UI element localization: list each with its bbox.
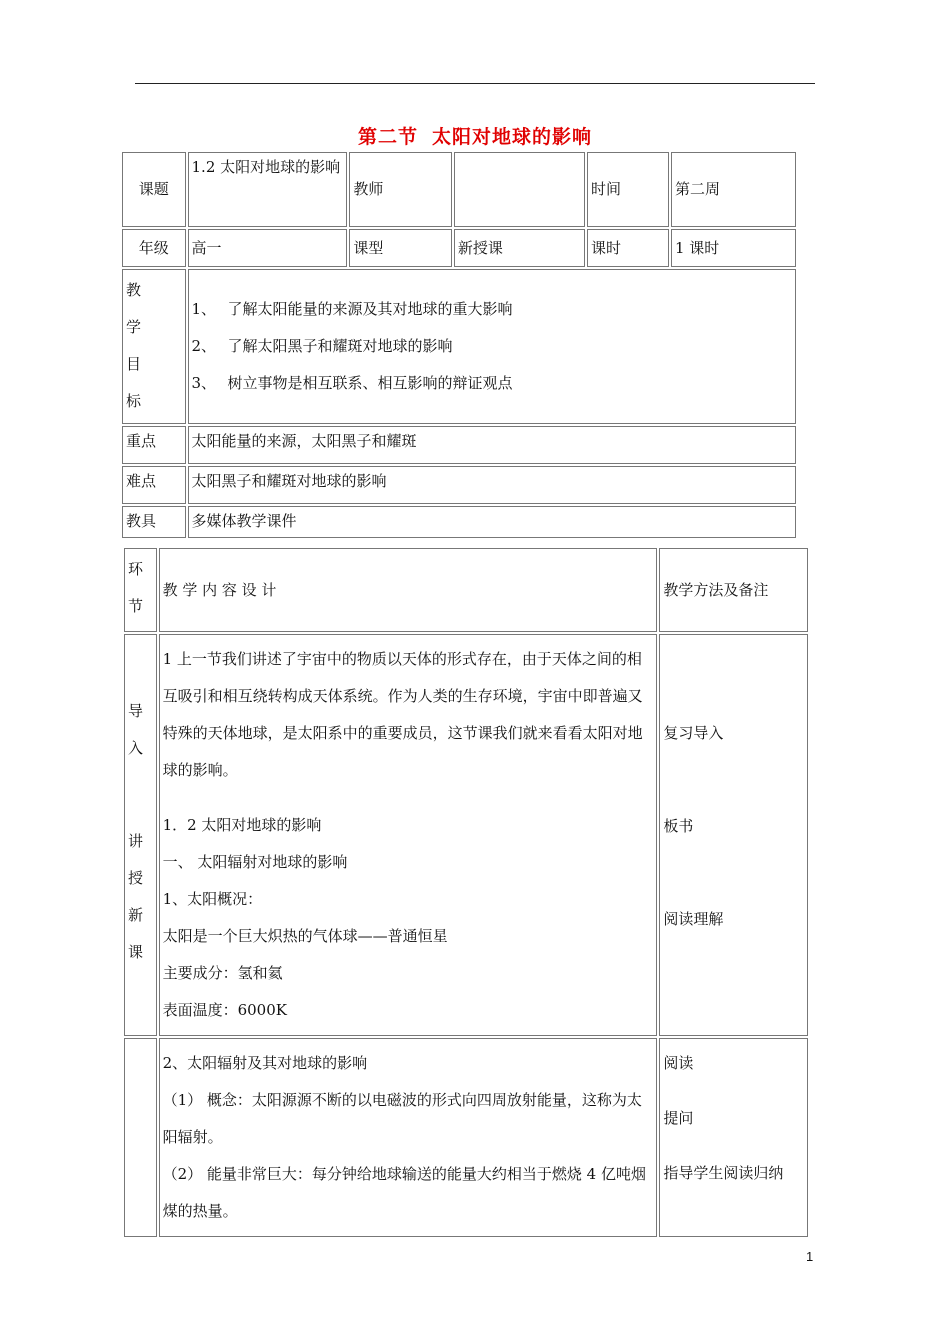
goals-label-char: 学 (126, 318, 142, 336)
course-label: 课题 (122, 152, 186, 227)
intro-teach-content (159, 634, 658, 1036)
stage-char: 导 (128, 702, 144, 720)
tools-value: 多媒体教学课件 (188, 506, 796, 538)
lesson-plan-table (122, 546, 810, 1239)
stage-char: 新 (128, 906, 144, 924)
grade-label: 年级 (122, 229, 186, 267)
page-title (0, 122, 950, 149)
intro-teach-stage (124, 634, 157, 1036)
header-rule (135, 83, 815, 84)
type-value: 新授课 (454, 229, 585, 267)
key-label: 重点 (122, 426, 186, 464)
method-note: 阅读 (663, 1054, 694, 1072)
teacher-label: 教师 (349, 152, 451, 227)
stage-header (124, 548, 157, 632)
goal-item (192, 365, 792, 402)
goals-list (188, 269, 796, 424)
radiation-stage (124, 1038, 157, 1237)
radiation-point: （1） 概念：太阳源源不断的以电磁波的形式向四周放射能量，这称为太阳辐射。 (162, 1091, 642, 1146)
time-label: 时间 (587, 152, 669, 227)
stage-char: 讲 (128, 832, 144, 850)
method-note: 指导学生阅读归纳 (663, 1164, 784, 1182)
key-value: 太阳能量的来源，太阳黑子和耀斑 (188, 426, 796, 464)
radiation-title: 2、太阳辐射及其对地球的影响 (162, 1054, 368, 1072)
hours-label: 课时 (587, 229, 669, 267)
stage-header-char: 节 (128, 597, 144, 615)
goals-label (122, 269, 186, 424)
intro-teach-methods (659, 634, 808, 1036)
radiation-point: （2） 能量非常巨大：每分钟给地球输送的能量大约相当于燃烧 4 亿吨烟煤的热量。 (162, 1165, 646, 1220)
goal-number: 2、 (191, 337, 217, 355)
section-title: 1．2 太阳对地球的影响 (162, 816, 322, 834)
subsection-title: 一、 太阳辐射对地球的影响 (162, 853, 348, 871)
goal-text: 树立事物是相互联系、相互影响的辩证观点 (227, 374, 513, 392)
content-header: 教 学 内 容 设 计 (159, 548, 658, 632)
intro-paragraph: 1 上一节我们讲述了宇宙中的物质以天体的形式存在，由于天体之间的相互吸引和相互绕转构成天体系统。作为人类的生存环境，宇宙中即普遍又特殊的天体地球，是太阳系中的重要成员，这节课我们就来看看太阳对地球的影响。 (162, 650, 643, 779)
radiation-content (159, 1038, 658, 1237)
method-note: 复习导入 (663, 724, 724, 742)
radiation-methods (659, 1038, 808, 1237)
overview-line: 主要成分：氢和氦 (162, 964, 283, 982)
difficulty-value: 太阳黑子和耀斑对地球的影响 (188, 466, 796, 504)
goals-label-char: 标 (126, 392, 142, 410)
teacher-value (454, 152, 585, 227)
method-note: 提问 (663, 1109, 694, 1127)
stage-char: 入 (128, 739, 144, 757)
title-topic: 太阳对地球的影响 (432, 126, 593, 148)
goal-number: 3、 (191, 374, 217, 392)
course-value: 1.2 太阳对地球的影响 (188, 152, 348, 227)
stage-char: 课 (128, 943, 144, 961)
difficulty-label: 难点 (122, 466, 186, 504)
method-header: 教学方法及备注 (659, 548, 808, 632)
stage-header-char: 环 (128, 560, 144, 578)
page-number: 1 (806, 1249, 814, 1264)
time-value: 第二周 (671, 152, 796, 227)
goal-text: 了解太阳能量的来源及其对地球的重大影响 (227, 300, 513, 318)
goal-item (192, 328, 792, 365)
method-note: 阅读理解 (663, 910, 724, 928)
grade-value: 高一 (188, 229, 348, 267)
type-label: 课型 (349, 229, 451, 267)
lesson-info-table (120, 150, 798, 540)
goals-label-char: 目 (126, 355, 142, 373)
overview-line: 太阳是一个巨大炽热的气体球——普通恒星 (162, 927, 448, 945)
overview-title: 1、太阳概况： (162, 890, 263, 908)
goal-number: 1、 (191, 300, 217, 318)
goals-label-char: 教 (126, 281, 142, 299)
overview-line: 表面温度：6000K (162, 1001, 287, 1019)
title-section: 第二节 (357, 126, 418, 148)
goal-item (192, 291, 792, 328)
stage-char: 授 (128, 869, 144, 887)
hours-value: 1 课时 (671, 229, 796, 267)
goal-text: 了解太阳黑子和耀斑对地球的影响 (227, 337, 453, 355)
tools-label: 教具 (122, 506, 186, 538)
method-note: 板书 (663, 817, 694, 835)
